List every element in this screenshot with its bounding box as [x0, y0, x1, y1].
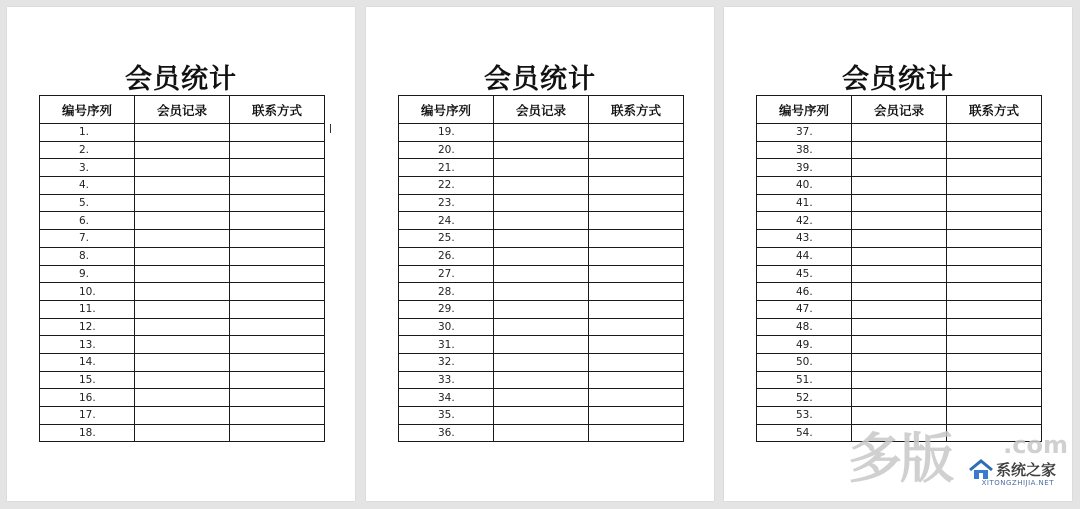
contact-cell[interactable] — [589, 141, 684, 159]
contact-cell[interactable] — [589, 247, 684, 265]
member-record-cell[interactable] — [494, 177, 589, 195]
member-record-cell[interactable] — [852, 194, 947, 212]
header-contact: 联系方式 — [230, 96, 325, 124]
serial-number-cell[interactable]: 33. — [399, 371, 494, 389]
contact-cell[interactable] — [589, 159, 684, 177]
table-row — [399, 124, 684, 142]
contact-cell[interactable] — [230, 247, 325, 265]
header-contact: 联系方式 — [947, 96, 1042, 124]
contact-cell[interactable] — [589, 389, 684, 407]
serial-number-cell[interactable]: 21. — [399, 159, 494, 177]
serial-number-cell[interactable]: 9. — [40, 265, 135, 283]
header-serial: 编号序列 — [40, 96, 135, 124]
table-row — [757, 389, 1042, 407]
serial-number-cell[interactable]: 44. — [757, 247, 852, 265]
contact-cell[interactable] — [947, 336, 1042, 354]
table-row — [40, 407, 325, 425]
table-row — [399, 283, 684, 301]
serial-number-cell[interactable]: 51. — [757, 371, 852, 389]
table-row — [40, 283, 325, 301]
member-table — [39, 95, 325, 442]
table-row — [399, 353, 684, 371]
contact-cell[interactable] — [230, 353, 325, 371]
table-row — [399, 300, 684, 318]
serial-number-cell[interactable]: 16. — [40, 389, 135, 407]
member-record-cell[interactable] — [494, 336, 589, 354]
table-row — [399, 247, 684, 265]
contact-cell[interactable] — [230, 424, 325, 442]
contact-cell[interactable] — [947, 371, 1042, 389]
contact-cell[interactable] — [589, 265, 684, 283]
member-record-cell[interactable] — [135, 212, 230, 230]
contact-cell[interactable] — [947, 159, 1042, 177]
table-row — [40, 318, 325, 336]
serial-number-cell[interactable]: 18. — [40, 424, 135, 442]
serial-number-cell[interactable]: 5. — [40, 194, 135, 212]
serial-number-cell[interactable]: 15. — [40, 371, 135, 389]
contact-cell[interactable] — [589, 230, 684, 248]
serial-number-cell[interactable]: 45. — [757, 265, 852, 283]
contact-cell[interactable] — [947, 177, 1042, 195]
contact-cell[interactable] — [947, 283, 1042, 301]
document-page-1 — [7, 7, 355, 501]
member-record-cell[interactable] — [852, 159, 947, 177]
member-record-cell[interactable] — [494, 407, 589, 425]
member-record-cell[interactable] — [494, 124, 589, 142]
document-page-2 — [366, 7, 714, 501]
contact-cell[interactable] — [230, 389, 325, 407]
table-row — [399, 424, 684, 442]
table-row — [399, 230, 684, 248]
member-record-cell[interactable] — [852, 247, 947, 265]
table-row — [757, 212, 1042, 230]
serial-number-cell[interactable]: 48. — [757, 318, 852, 336]
member-record-cell[interactable] — [494, 283, 589, 301]
serial-number-cell[interactable]: 25. — [399, 230, 494, 248]
member-record-cell[interactable] — [135, 265, 230, 283]
table-row — [757, 124, 1042, 142]
serial-number-cell[interactable]: 14. — [40, 353, 135, 371]
serial-number-cell[interactable]: 17. — [40, 407, 135, 425]
member-record-cell[interactable] — [135, 194, 230, 212]
member-record-cell[interactable] — [135, 247, 230, 265]
member-record-cell[interactable] — [494, 300, 589, 318]
member-record-cell[interactable] — [852, 283, 947, 301]
serial-number-cell[interactable]: 29. — [399, 300, 494, 318]
serial-number-cell[interactable]: 52. — [757, 389, 852, 407]
serial-number-cell[interactable]: 36. — [399, 424, 494, 442]
serial-number-cell[interactable]: 6. — [40, 212, 135, 230]
member-record-cell[interactable] — [135, 389, 230, 407]
contact-cell[interactable] — [230, 265, 325, 283]
table-row — [399, 371, 684, 389]
contact-cell[interactable] — [230, 371, 325, 389]
contact-cell[interactable] — [589, 212, 684, 230]
serial-number-cell[interactable]: 35. — [399, 407, 494, 425]
serial-number-cell[interactable]: 37. — [757, 124, 852, 142]
contact-cell[interactable] — [230, 177, 325, 195]
contact-cell[interactable] — [589, 407, 684, 425]
table-row — [757, 300, 1042, 318]
member-record-cell[interactable] — [852, 265, 947, 283]
serial-number-cell[interactable]: 30. — [399, 318, 494, 336]
serial-number-cell[interactable]: 32. — [399, 353, 494, 371]
member-record-cell[interactable] — [135, 177, 230, 195]
header-serial: 编号序列 — [757, 96, 852, 124]
serial-number-cell[interactable]: 20. — [399, 141, 494, 159]
table-row — [399, 407, 684, 425]
member-record-cell[interactable] — [852, 389, 947, 407]
contact-cell[interactable] — [230, 230, 325, 248]
page-title: 会员统计 — [842, 64, 954, 95]
serial-number-cell[interactable]: 24. — [399, 212, 494, 230]
member-record-cell[interactable] — [494, 159, 589, 177]
table-row — [399, 318, 684, 336]
table-row — [40, 353, 325, 371]
serial-number-cell[interactable]: 1. — [40, 124, 135, 142]
member-record-cell[interactable] — [852, 336, 947, 354]
serial-number-cell[interactable]: 11. — [40, 300, 135, 318]
contact-cell[interactable] — [947, 318, 1042, 336]
table-row — [40, 336, 325, 354]
table-row — [40, 389, 325, 407]
table-row — [757, 336, 1042, 354]
member-record-cell[interactable] — [135, 371, 230, 389]
contact-cell[interactable] — [589, 318, 684, 336]
serial-number-cell[interactable]: 42. — [757, 212, 852, 230]
serial-number-cell[interactable]: 39. — [757, 159, 852, 177]
contact-cell[interactable] — [230, 283, 325, 301]
serial-number-cell[interactable]: 13. — [40, 336, 135, 354]
member-record-cell[interactable] — [494, 247, 589, 265]
header-contact: 联系方式 — [589, 96, 684, 124]
member-record-cell[interactable] — [852, 177, 947, 195]
contact-cell[interactable] — [589, 424, 684, 442]
serial-number-cell[interactable]: 4. — [40, 177, 135, 195]
member-record-cell[interactable] — [852, 230, 947, 248]
contact-cell[interactable] — [230, 212, 325, 230]
serial-number-cell[interactable]: 19. — [399, 124, 494, 142]
contact-cell[interactable] — [230, 407, 325, 425]
contact-cell[interactable] — [947, 230, 1042, 248]
table-header-row — [40, 96, 325, 124]
member-record-cell[interactable] — [135, 141, 230, 159]
member-record-cell[interactable] — [494, 424, 589, 442]
serial-number-cell[interactable]: 23. — [399, 194, 494, 212]
table-row — [757, 230, 1042, 248]
serial-number-cell[interactable]: 31. — [399, 336, 494, 354]
contact-cell[interactable] — [230, 124, 325, 142]
serial-number-cell[interactable]: 12. — [40, 318, 135, 336]
table-row — [399, 212, 684, 230]
page-title: 会员统计 — [484, 64, 596, 95]
member-record-cell[interactable] — [852, 141, 947, 159]
contact-cell[interactable] — [947, 124, 1042, 142]
member-record-cell[interactable] — [494, 353, 589, 371]
table-row — [757, 194, 1042, 212]
contact-cell[interactable] — [230, 336, 325, 354]
serial-number-cell[interactable]: 50. — [757, 353, 852, 371]
contact-cell[interactable] — [947, 300, 1042, 318]
table-row — [757, 265, 1042, 283]
table-row — [40, 230, 325, 248]
contact-cell[interactable] — [947, 389, 1042, 407]
member-record-cell[interactable] — [494, 212, 589, 230]
header-serial: 编号序列 — [399, 96, 494, 124]
table-row — [40, 124, 325, 142]
watermark-site-url: XITONGZHIJIA.NET — [981, 479, 1054, 487]
contact-cell[interactable] — [589, 336, 684, 354]
watermark-logo-text: 多版 — [848, 427, 952, 490]
member-record-cell[interactable] — [494, 318, 589, 336]
member-record-cell[interactable] — [852, 212, 947, 230]
contact-cell[interactable] — [947, 265, 1042, 283]
serial-number-cell[interactable]: 2. — [40, 141, 135, 159]
contact-cell[interactable] — [947, 194, 1042, 212]
table-row — [757, 159, 1042, 177]
table-row — [40, 141, 325, 159]
member-record-cell[interactable] — [852, 407, 947, 425]
member-record-cell[interactable] — [135, 336, 230, 354]
serial-number-cell[interactable]: 40. — [757, 177, 852, 195]
serial-number-cell[interactable]: 27. — [399, 265, 494, 283]
table-row — [757, 407, 1042, 425]
table-row — [40, 159, 325, 177]
serial-number-cell[interactable]: 41. — [757, 194, 852, 212]
member-record-cell[interactable] — [852, 300, 947, 318]
serial-number-cell[interactable]: 47. — [757, 300, 852, 318]
member-record-cell[interactable] — [852, 318, 947, 336]
contact-cell[interactable] — [589, 124, 684, 142]
serial-number-cell[interactable]: 26. — [399, 247, 494, 265]
serial-number-cell[interactable]: 38. — [757, 141, 852, 159]
member-record-cell[interactable] — [852, 371, 947, 389]
contact-cell[interactable] — [589, 194, 684, 212]
table-row — [757, 283, 1042, 301]
member-record-cell[interactable] — [135, 124, 230, 142]
table-row — [40, 212, 325, 230]
contact-cell[interactable] — [230, 141, 325, 159]
house-icon — [968, 459, 994, 481]
member-record-cell[interactable] — [852, 353, 947, 371]
table-row — [40, 265, 325, 283]
table-row — [757, 177, 1042, 195]
member-record-cell[interactable] — [135, 283, 230, 301]
table-row — [757, 141, 1042, 159]
serial-number-cell[interactable]: 8. — [40, 247, 135, 265]
member-record-cell[interactable] — [135, 230, 230, 248]
contact-cell[interactable] — [947, 212, 1042, 230]
table-row — [40, 247, 325, 265]
serial-number-cell[interactable]: 3. — [40, 159, 135, 177]
contact-cell[interactable] — [589, 177, 684, 195]
member-record-cell[interactable] — [852, 124, 947, 142]
serial-number-cell[interactable]: 28. — [399, 283, 494, 301]
table-row — [399, 336, 684, 354]
serial-number-cell[interactable]: 7. — [40, 230, 135, 248]
table-row — [40, 424, 325, 442]
contact-cell[interactable] — [947, 407, 1042, 425]
contact-cell[interactable] — [589, 300, 684, 318]
contact-cell[interactable] — [230, 300, 325, 318]
table-row — [757, 318, 1042, 336]
watermark-site-name: 系统之家 — [995, 461, 1056, 479]
header-record: 会员记录 — [494, 96, 589, 124]
serial-number-cell[interactable]: 46. — [757, 283, 852, 301]
contact-cell[interactable] — [230, 318, 325, 336]
member-record-cell[interactable] — [494, 194, 589, 212]
table-row — [757, 247, 1042, 265]
table-row — [40, 177, 325, 195]
member-record-cell[interactable] — [494, 371, 589, 389]
page-title: 会员统计 — [125, 64, 237, 95]
contact-cell[interactable] — [947, 141, 1042, 159]
member-record-cell[interactable] — [135, 318, 230, 336]
header-record: 会员记录 — [852, 96, 947, 124]
contact-cell[interactable] — [589, 353, 684, 371]
table-row — [399, 159, 684, 177]
member-record-cell[interactable] — [135, 159, 230, 177]
serial-number-cell[interactable]: 22. — [399, 177, 494, 195]
member-record-cell[interactable] — [494, 389, 589, 407]
serial-number-cell[interactable]: 49. — [757, 336, 852, 354]
table-row — [757, 371, 1042, 389]
member-record-cell[interactable] — [135, 353, 230, 371]
member-table — [756, 95, 1042, 442]
member-record-cell[interactable] — [135, 300, 230, 318]
serial-number-cell[interactable]: 54. — [757, 424, 852, 442]
header-record: 会员记录 — [135, 96, 230, 124]
member-record-cell[interactable] — [135, 424, 230, 442]
serial-number-cell[interactable]: 53. — [757, 407, 852, 425]
contact-cell[interactable] — [947, 247, 1042, 265]
watermark-domain: .com — [1003, 431, 1068, 459]
contact-cell[interactable] — [589, 371, 684, 389]
table-header-row — [757, 96, 1042, 124]
member-record-cell[interactable] — [135, 407, 230, 425]
text-cursor — [330, 124, 331, 133]
table-row — [399, 194, 684, 212]
serial-number-cell[interactable]: 43. — [757, 230, 852, 248]
contact-cell[interactable] — [947, 353, 1042, 371]
site-watermark — [848, 429, 1068, 501]
table-header-row — [399, 96, 684, 124]
contact-cell[interactable] — [589, 283, 684, 301]
table-row — [399, 141, 684, 159]
contact-cell[interactable] — [230, 194, 325, 212]
member-record-cell[interactable] — [494, 265, 589, 283]
contact-cell[interactable] — [230, 159, 325, 177]
table-row — [399, 265, 684, 283]
table-row — [399, 389, 684, 407]
table-row — [40, 371, 325, 389]
serial-number-cell[interactable]: 34. — [399, 389, 494, 407]
table-row — [757, 353, 1042, 371]
table-row — [40, 194, 325, 212]
member-table — [398, 95, 684, 442]
member-record-cell[interactable] — [494, 141, 589, 159]
member-record-cell[interactable] — [494, 230, 589, 248]
serial-number-cell[interactable]: 10. — [40, 283, 135, 301]
table-row — [399, 177, 684, 195]
table-row — [40, 300, 325, 318]
